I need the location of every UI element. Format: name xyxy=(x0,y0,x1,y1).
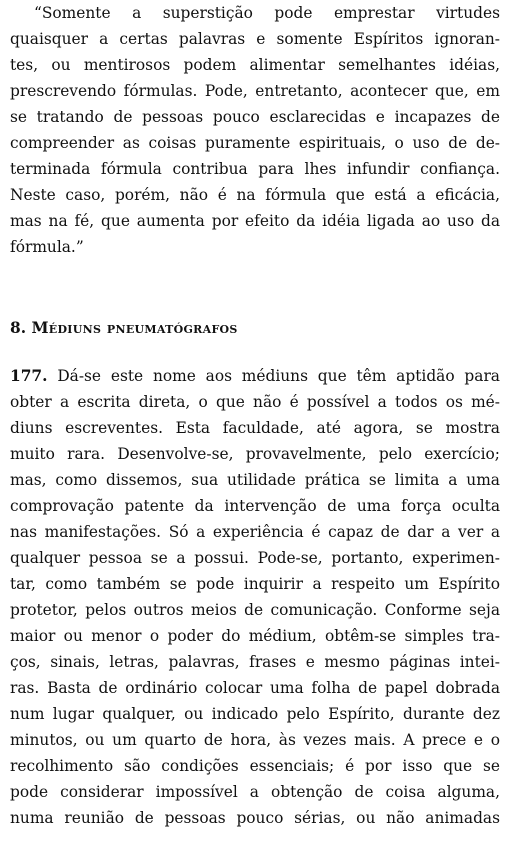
paragraph-line: maior ou menor o poder do médium, obtêm-se simples tra- xyxy=(10,627,500,645)
paragraph-line: diuns escreventes. Esta faculdade, até agora, se mostra xyxy=(10,419,500,437)
paragraph-line: recolhimento são condições essenciais; é por isso que se xyxy=(10,757,500,775)
paragraph-line: mas, como dissemos, sua utilidade prática se limita a uma xyxy=(10,471,500,489)
paragraph-line: minutos, ou um quarto de hora, às vezes mais. A prece e o xyxy=(10,731,500,749)
paragraph-first-line: Dá-se este nome aos médiuns que têm aptidão para xyxy=(57,367,500,385)
paragraph-line: num lugar qualquer, ou indicado pelo Espírito, durante dez xyxy=(10,705,500,723)
quote-line: fórmula.” xyxy=(10,238,84,256)
paragraph-line: pode considerar impossível a obtenção de coisa alguma, xyxy=(10,783,500,801)
paragraph-line: comprovação patente da intervenção de uma força oculta xyxy=(10,497,500,515)
quote-line: prescrevendo fórmulas. Pode, entretanto, acontecer que, em xyxy=(10,82,500,100)
quote-line: mas na fé, que aumenta por efeito da idéia ligada ao uso da xyxy=(10,212,500,230)
paragraph-line: tar, como também se pode inquirir a respeito um Espírito xyxy=(10,575,500,593)
paragraph-line xyxy=(10,363,500,389)
paragraph-line: protetor, pelos outros meios de comunicação. Conforme seja xyxy=(10,601,500,619)
section-heading xyxy=(10,315,238,341)
section-title: Médiuns pneumatógrafos xyxy=(31,319,238,337)
paragraph-line: numa reunião de pessoas pouco sérias, ou não animadas xyxy=(10,809,500,827)
paragraph-line: nas manifestações. Só a experiência é capaz de dar a ver a xyxy=(10,523,500,541)
quote-line: quaisquer a certas palavras e somente Espíritos ignoran- xyxy=(10,30,500,48)
paragraph-line: obter a escrita direta, o que não é possível a todos os mé- xyxy=(10,393,500,411)
paragraph-line: muito rara. Desenvolve-se, provavelmente, pelo exercício; xyxy=(10,445,500,463)
paragraph-line: ços, sinais, letras, palavras, frases e mesmo páginas intei- xyxy=(10,653,500,671)
quote-line: se tratando de pessoas pouco esclarecidas e incapazes de xyxy=(10,108,500,126)
section-number: 8. xyxy=(10,319,27,337)
quote-line: compreender as coisas puramente espirituais, o uso de de- xyxy=(10,134,500,152)
paragraph-number: 177. xyxy=(10,367,48,385)
quote-line: tes, ou mentirosos podem alimentar semelhantes idéias, xyxy=(10,56,500,74)
paragraph-line: ras. Basta de ordinário colocar uma folha de papel dobrada xyxy=(10,679,500,697)
quote-line: terminada fórmula contribua para lhes infundir confiança. xyxy=(10,160,500,178)
quote-line: Neste caso, porém, não é na fórmula que está a eficácia, xyxy=(10,186,500,204)
quote-line: “Somente a superstição pode emprestar virtudes xyxy=(34,4,500,22)
paragraph-line: qualquer pessoa se a possui. Pode-se, portanto, experimen- xyxy=(10,549,500,567)
